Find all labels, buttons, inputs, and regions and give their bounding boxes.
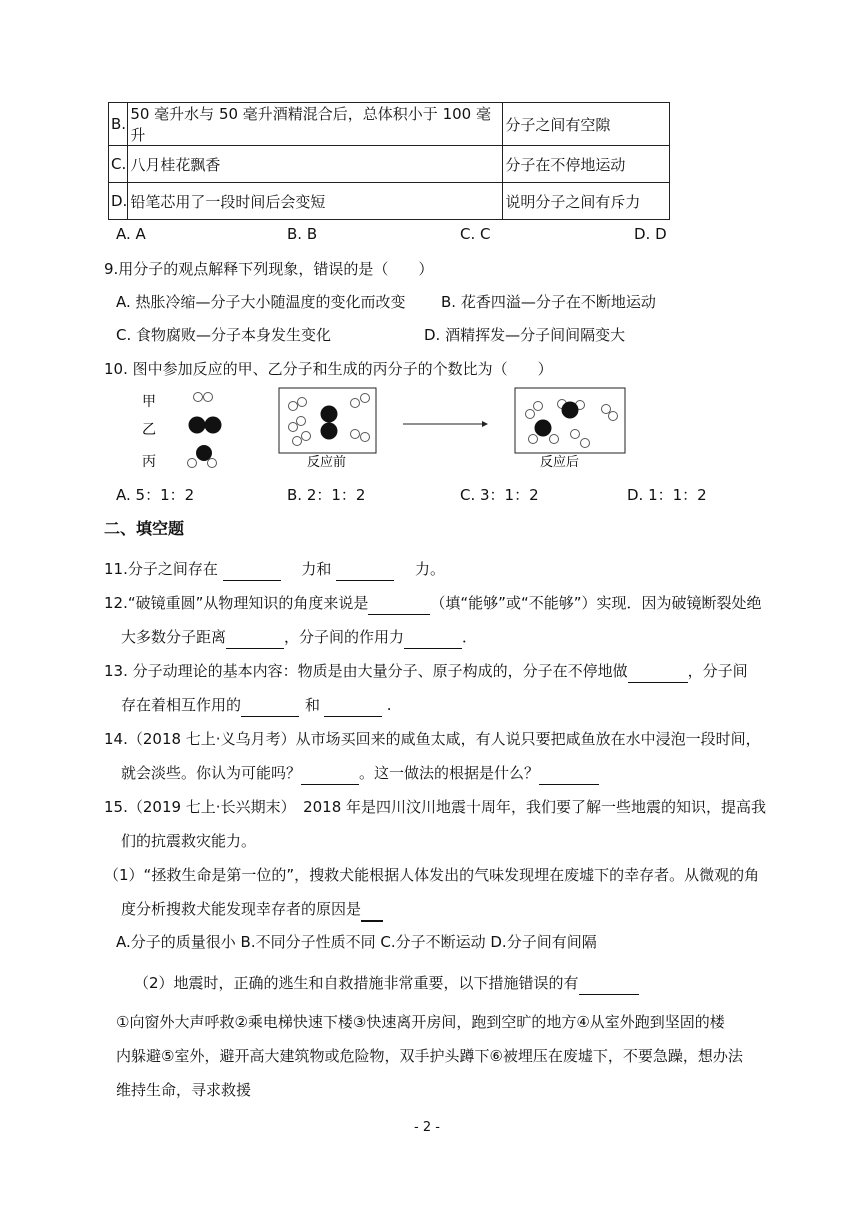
yi-molecule bbox=[189, 417, 222, 434]
q12-text: （填“能够”或“不能够”）实现．因为破镜断裂处绝 bbox=[430, 594, 762, 612]
row-letter: C. bbox=[109, 146, 128, 183]
row-letter: B. bbox=[109, 103, 128, 146]
q13-text: ，分子间 bbox=[687, 662, 748, 680]
q12-blank-3[interactable] bbox=[404, 626, 462, 649]
q15-blank-1[interactable] bbox=[361, 898, 383, 922]
q13-text: 和 bbox=[305, 696, 321, 714]
q14-blank-2[interactable] bbox=[539, 762, 599, 785]
q14-line-2 bbox=[121, 762, 599, 785]
q14-text: 。这一做法的根据是什么？ bbox=[359, 764, 540, 782]
q14-line-1: 14.（2018 七上·义乌月考）从市场买回来的咸鱼太咸，有人说只要把咸鱼放在水中浸泡一段时间， bbox=[104, 730, 761, 748]
q8-option-a[interactable]: A. A bbox=[116, 225, 146, 243]
row-statement: 铅笔芯用了一段时间后会变短 bbox=[128, 183, 503, 220]
q9-option-d[interactable]: D. 酒精挥发—分子间间隔变大 bbox=[424, 326, 626, 344]
q12-blank-2[interactable] bbox=[226, 626, 284, 649]
q10-stem: 10. 图中参加反应的甲、乙分子和生成的丙分子的个数比为（ ） bbox=[104, 360, 553, 378]
legend-bing: 丙 bbox=[142, 454, 156, 470]
q13-text: . bbox=[382, 696, 392, 714]
q14-blank-1[interactable] bbox=[301, 762, 359, 785]
q13-text: 13. 分子动理论的基本内容：物质是由大量分子、原子构成的，分子在不停地做 bbox=[104, 662, 628, 680]
q13-blank-1[interactable] bbox=[628, 660, 688, 683]
q9-option-b[interactable]: B. 花香四溢—分子在不断地运动 bbox=[441, 293, 656, 311]
q12-text: ，分子间的作用力 bbox=[284, 628, 405, 646]
q11-blank-2[interactable] bbox=[336, 558, 394, 581]
q8-option-b[interactable]: B. B bbox=[287, 225, 318, 243]
q12-text: 大多数分子距离 bbox=[121, 628, 227, 646]
arrow-head-icon bbox=[482, 421, 488, 427]
q12-blank-1[interactable] bbox=[368, 592, 430, 615]
q15-line-1: 15.（2019 七上·长兴期末） 2018 年是四川汶川地震十周年，我们要了解一些地震的知识，提高我 bbox=[104, 798, 767, 816]
q15-part2 bbox=[134, 972, 639, 995]
q15-part1-line-2 bbox=[121, 898, 383, 922]
q11-text-c: 力。 bbox=[415, 560, 446, 578]
q15-text: 度分析搜救犬能发现幸存者的原因是 bbox=[121, 900, 362, 918]
q12-line-2 bbox=[121, 626, 477, 649]
q15-text: （2）地震时，正确的逃生和自救措施非常重要，以下措施错误的有 bbox=[134, 974, 579, 992]
q14-text: 就会淡些。你认为可能吗？ bbox=[121, 764, 302, 782]
row-statement: 八月桂花飘香 bbox=[128, 146, 503, 183]
molecule-diagram bbox=[0, 0, 860, 480]
q9-option-a[interactable]: A. 热胀冷缩—分子大小随温度的变化而改变 bbox=[116, 293, 406, 311]
q8-option-c[interactable]: C. C bbox=[460, 225, 491, 243]
legend-jia: 甲 bbox=[142, 394, 156, 410]
row-statement: 50 毫升水与 50 毫升酒精混合后，总体积小于 100 毫升 bbox=[128, 103, 503, 146]
q15-line-2: 们的抗震救灾能力。 bbox=[121, 832, 257, 850]
legend-yi: 乙 bbox=[142, 422, 156, 438]
q15-list-line-3: 维持生命，寻求救援 bbox=[116, 1081, 252, 1099]
q15-list-line-2: 内躲避⑤室外，避开高大建筑物或危险物，双手护头蹲下⑥被埋压在废墟下，不要急躁，想办法 bbox=[116, 1047, 743, 1065]
q12-text: ． bbox=[462, 628, 478, 646]
q15-part1-line-1: （1）“拯救生命是第一位的”，搜救犬能根据人体发出的气味发现埋在废墟下的幸存者。从微观的角 bbox=[104, 866, 760, 884]
q15-part1-options: A.分子的质量很小 B.不同分子性质不同 C.分子不断运动 D.分子间有间隔 bbox=[116, 933, 597, 951]
q9-stem: 9.用分子的观点解释下列现象，错误的是（ ） bbox=[104, 260, 434, 278]
before-label: 反应前 bbox=[307, 455, 347, 470]
q13-blank-3[interactable] bbox=[324, 694, 382, 717]
row-letter: D. bbox=[109, 183, 128, 220]
row-explanation: 分子在不停地运动 bbox=[503, 146, 670, 183]
after-label: 反应后 bbox=[540, 455, 580, 470]
page-number: - 2 - bbox=[414, 1120, 440, 1135]
q10-option-a[interactable]: A. 5：1：2 bbox=[116, 486, 195, 504]
section-title: 二、填空题 bbox=[104, 519, 185, 538]
q12-text: 12.“破镜重圆”从物理知识的角度来说是 bbox=[104, 594, 369, 612]
q13-line-2 bbox=[121, 694, 392, 717]
row-explanation: 分子之间有空隙 bbox=[503, 103, 670, 146]
q9-option-c[interactable]: C. 食物腐败—分子本身发生变化 bbox=[116, 326, 332, 344]
q15-blank-2[interactable] bbox=[579, 972, 639, 995]
q10-option-b[interactable]: B. 2：1：2 bbox=[287, 486, 366, 504]
q13-blank-2[interactable] bbox=[241, 694, 299, 717]
q11-text-b: 力和 bbox=[301, 560, 332, 578]
q11-blank-1[interactable] bbox=[223, 558, 281, 581]
q12-line-1 bbox=[104, 592, 762, 615]
q10-option-d[interactable]: D. 1：1：2 bbox=[627, 486, 707, 504]
q11 bbox=[104, 558, 445, 581]
q13-line-1 bbox=[104, 660, 748, 683]
jia-molecule bbox=[194, 393, 213, 402]
bing-molecule bbox=[188, 445, 217, 468]
row-explanation: 说明分子之间有斥力 bbox=[503, 183, 670, 220]
q13-text: 存在着相互作用的 bbox=[121, 696, 242, 714]
q8-option-d[interactable]: D. D bbox=[634, 225, 667, 243]
q11-text-a: 11.分子之间存在 bbox=[104, 560, 218, 578]
q10-option-c[interactable]: C. 3：1：2 bbox=[460, 486, 539, 504]
q15-list-line-1: ①向窗外大声呼救②乘电梯快速下楼③快速离开房间，跑到空旷的地方④从室外跑到坚固的楼 bbox=[116, 1013, 725, 1031]
